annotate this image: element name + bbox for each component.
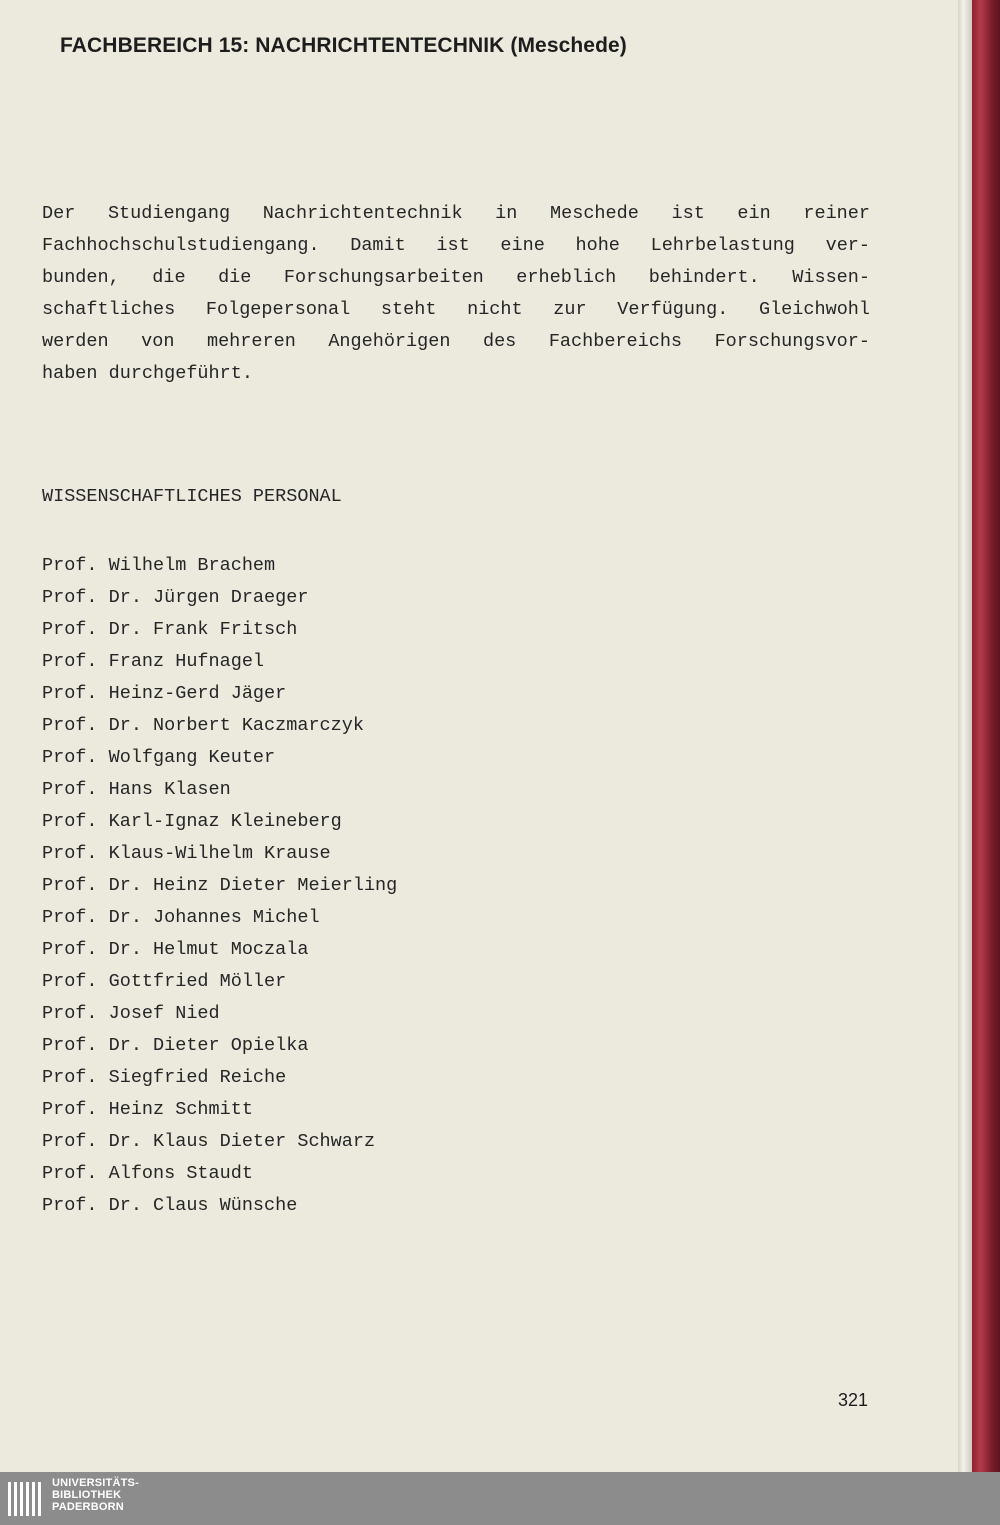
staff-item: Prof. Dr. Frank Fritsch [42, 619, 298, 640]
staff-item: Prof. Karl-Ignaz Kleineberg [42, 811, 342, 832]
section-title: WISSENSCHAFTLICHES PERSONAL [42, 486, 342, 507]
staff-item: Prof. Dr. Dieter Opielka [42, 1035, 309, 1056]
page-number: 321 [838, 1390, 869, 1410]
staff-item: Prof. Dr. Claus Wünsche [42, 1195, 298, 1216]
intro-line: werden von mehreren Angehörigen des Fachbereichs Forschungsvor- [42, 331, 870, 352]
staff-item: Prof. Klaus-Wilhelm Krause [42, 843, 331, 864]
library-logo-text [52, 1477, 139, 1513]
page-heading: FACHBEREICH 15: NACHRICHTENTECHNIK (Meschede) [60, 34, 627, 57]
logo-line: BIBLIOTHEK [52, 1489, 122, 1501]
staff-item: Prof. Dr. Jürgen Draeger [42, 587, 309, 608]
staff-item: Prof. Heinz-Gerd Jäger [42, 683, 287, 704]
staff-item: Prof. Dr. Johannes Michel [42, 907, 320, 928]
staff-item: Prof. Dr. Heinz Dieter Meierling [42, 875, 398, 896]
staff-item: Prof. Dr. Klaus Dieter Schwarz [42, 1131, 376, 1152]
staff-item: Prof. Wilhelm Brachem [42, 555, 276, 576]
staff-item: Prof. Josef Nied [42, 1003, 220, 1024]
intro-line: schaftliches Folgepersonal steht nicht zur Verfügung. Gleichwohl [42, 299, 870, 320]
page-edge [958, 0, 972, 1472]
logo-line: UNIVERSITÄTS- [52, 1477, 139, 1489]
logo-line: PADERBORN [52, 1501, 124, 1513]
staff-item: Prof. Hans Klasen [42, 779, 231, 800]
staff-item: Prof. Dr. Helmut Moczala [42, 939, 309, 960]
intro-line: Fachhochschulstudiengang. Damit ist eine hohe Lehrbelastung ver- [42, 235, 870, 256]
staff-item: Prof. Gottfried Möller [42, 971, 287, 992]
staff-item: Prof. Wolfgang Keuter [42, 747, 276, 768]
book-cover-edge [972, 0, 1000, 1472]
library-footer [0, 1472, 1000, 1525]
staff-list [42, 550, 397, 1222]
staff-item: Prof. Heinz Schmitt [42, 1099, 253, 1120]
staff-item: Prof. Franz Hufnagel [42, 651, 265, 672]
intro-paragraph [42, 198, 870, 390]
intro-line: haben durchgeführt. [42, 363, 253, 384]
staff-item: Prof. Alfons Staudt [42, 1163, 253, 1184]
intro-line: Der Studiengang Nachrichtentechnik in Meschede ist ein reiner [42, 203, 870, 224]
staff-item: Prof. Dr. Norbert Kaczmarczyk [42, 715, 364, 736]
intro-line: bunden, die die Forschungsarbeiten erheblich behindert. Wissen- [42, 267, 870, 288]
staff-item: Prof. Siegfried Reiche [42, 1067, 287, 1088]
library-logo-icon [6, 1478, 46, 1520]
